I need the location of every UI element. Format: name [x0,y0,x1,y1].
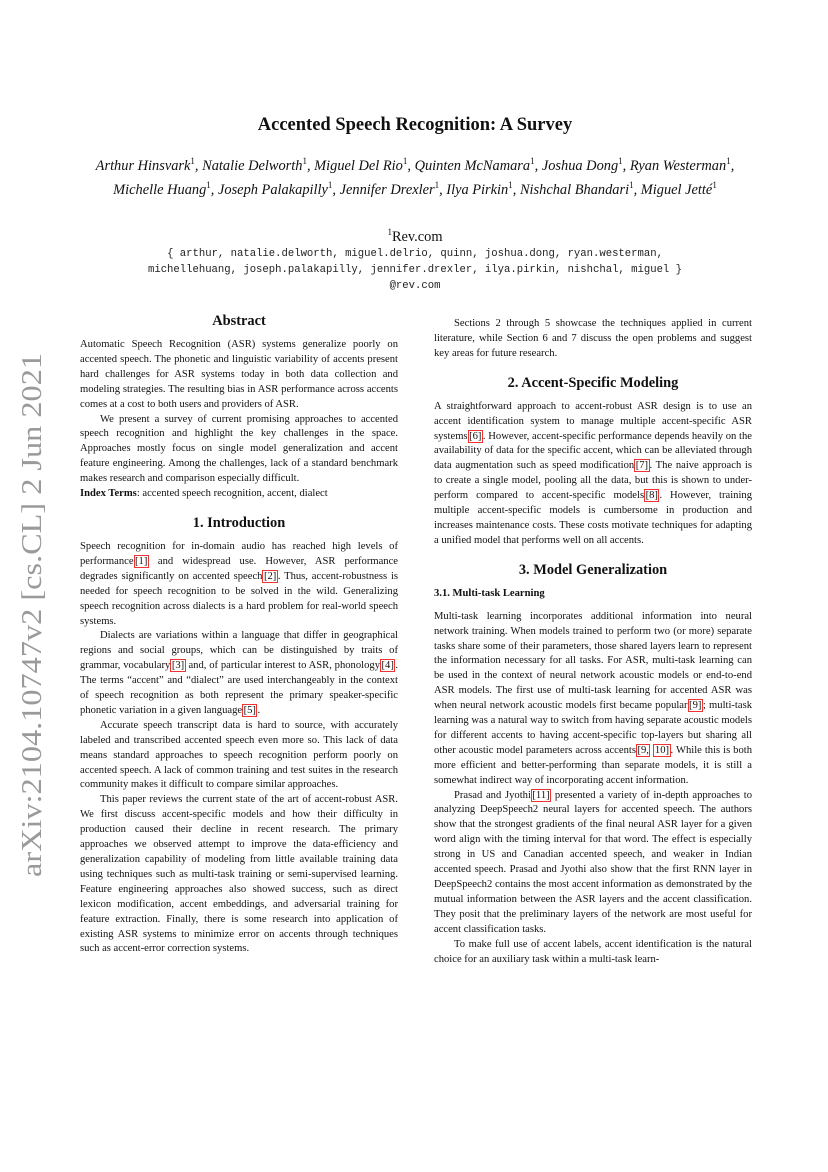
citation-link[interactable]: [9] [689,700,702,712]
citation-link[interactable]: [5] [243,704,256,716]
body-paragraph: Sections 2 through 5 showcase the techniques applied in current literature, while Section 6 and 7 discuss the open problems and suggest key areas for future research. [434,318,752,359]
author-affiliation-marker: 1 [327,180,333,191]
left-column [80,312,398,957]
email-line: { arthur, natalie.delworth, miguel.delrio, quinn, joshua.dong, ryan.westerman, [167,248,663,260]
author-affiliation-marker: 1 [402,156,408,166]
author-affiliation-marker: 1 [434,180,440,191]
author-name: Miguel Del Rio [314,157,403,174]
citation-link[interactable]: [2] [263,570,277,582]
arxiv-stamp-text: arXiv:2104.10747v2 [cs.CL] 2 Jun 2021 [16,406,48,877]
author-affiliation-marker: 1 [530,156,535,166]
body-paragraph: A straightforward approach to accent-robust ASR design is to use an accent identification system to manage multiple accent-specific ASR systems [6] . However, accent-specific performance depends heavily on the availability of data for the specific accent, which can be alleviated through data augmentation such as speed modification [7] . The naive approach is to create a single model, pooling all the data, but this is shown to under-perform compared to accent-specific models [8] . However, training multiple accent-specific models is cumbersome in production and increases maintenance costs. These costs motivate techniques for adapting a unified model that performs well on all accents. [434,400,753,546]
affiliation-name: Rev.com [391,228,443,245]
paper-title: Accented Speech Recognition: A Survey [257,115,573,135]
author-affiliation-marker: 1 [726,156,731,166]
right-column [434,317,752,967]
index-terms [80,487,398,502]
body-paragraph: Prasad and Jyothi [11] presented a variety of in-depth approaches to analyzing DeepSpeech2 neural layers for accented speech. The authors show that the strongest gradients of the final neural ASR layer for a given word align with the timing interval for that word. The effect is especially strong in US and Canadian accented speech, and weaker in Indian accented speech. Prasad and Jyothi also show that the first RNN layer in DeepSpeech2 contains the most accent information as demonstrated by the mutual information between the ASR layers and the accent classification. They posit that the preliminary layers of the network are most useful for accent classification tasks. [434,789,752,935]
citation-link[interactable]: [7] [635,460,649,472]
body-paragraph: Multi-task learning incorporates additional information into neural network training. When models trained to perform two (or more) separate tasks share some of their parameters, those shared layers learn to represent the information necessary for all tasks. For ASR, multi-task learning can be used in the context of neural network acoustic models or end-to-end ASR models. The first use of multi-task learning for accented ASR was when neural network acoustic models first became popular [9] ; multi-task learning was a natural way to switch from having separate acoustic models for different accents to having accent-specific top-layers but sharing all other acoustic model parameters across accents [9, 10] . While this is both more efficient and better-performing than separate models, it is still a somewhat indirect way of incorporating accent information. [434,610,752,786]
citation-link[interactable]: [4] [381,660,394,672]
author-name: Quinten McNamara [414,157,531,174]
section-heading-introduction: 1. Introduction [192,514,286,531]
author-emails [80,246,750,294]
section-heading-model-generalization: 3. Model Generalization [518,561,668,578]
email-line: @rev.com [389,280,441,292]
author-name: Ilya Pirkin [446,182,509,199]
subsection-heading: 3.1. Multi-task Learning [434,587,545,599]
affiliation [80,222,750,247]
citation-link[interactable]: [8] [645,490,658,502]
citation-link[interactable]: [9, [637,744,649,756]
body-paragraph: To make full use of accent labels, accent identification is the natural choice for an auxiliary task within a multi-task learn- [434,938,752,965]
author-affiliation-marker: 1 [206,180,211,191]
citation-link[interactable]: [6] [469,430,482,442]
abstract-paragraph: We present a survey of current promising approaches to accented speech recognition and highlight the key challenges in the space. Approaches mostly focus on single model generalization and accent feature engineering. Among the challenges, lack of a standard benchmark makes research and comparison especially difficult. [80,413,398,485]
author-affiliation-marker: 1 [302,156,307,166]
citation-link[interactable]: 10] [654,744,670,756]
email-line: michellehuang, joseph.palakapilly, jennifer.drexler, ilya.pirkin, nishchal, miguel } [147,264,682,276]
abstract-heading: Abstract [212,313,266,329]
author-name: Joshua Dong [541,157,619,174]
author-name: Arthur Hinsvark [95,157,191,174]
author-name: Natalie Delworth [202,157,303,174]
author-affiliation-marker: 1 [190,156,195,166]
body-paragraph: Speech recognition for in-domain audio has reached high levels of performance [1] and widespread use. However, ASR performance degrades significantly on accented speech [2] . Thus, accent-robustness is needed for speech recognition to be solved in the wild. Generalizing speech recognition across dialects is a hard problem for real-world speech systems. [80,540,399,627]
author-affiliation-marker: 1 [629,180,634,191]
body-paragraph: Dialects are variations within a language that differ in geographical regions and social groups, which can be distinguished by traits of grammar, vocabulary [3] and, of particular interest to ASR, phonology [4] . The terms “accent” and “dialect” are used interchangeably in the context of speech recognition as both represent the primary speaker-specific phonetic variation in a given language [5] . [80,630,399,716]
body-paragraph: This paper reviews the current state of the art of accent-robust ASR. We first discuss accent-specific models and how their difficulty in production caused their decline in recent research. The primary approaches we observed attempt to improve the data-efficiency and generalization capability of modeling from little available training data using techniques such as multi-task training or semi-supervised learning. Feature engineering approaches also showed success, such as direct lexicon modification, accent embeddings, and adversarial training for feature extraction. Finally, there is some research into application of existing ASR systems to minimize error on accents through techniques such as accent-error correction systems. [80,794,398,955]
author-affiliation-marker: 1 [712,180,717,191]
citation-link[interactable]: [3] [171,660,185,672]
abstract-paragraph: Automatic Speech Recognition (ASR) systems generalize poorly on accented speech. The phonetic and linguistic variability of accents present hard challenges for ASR systems today in both data collection and modeling strategies. The resulting bias in ASR performance across accents comes at a cost to both users and providers of ASR. [80,339,398,410]
author-name: Nishchal Bhandari [519,182,630,199]
arxiv-stamp [14,350,48,880]
author-list: Arthur Hinsvark$^1$, Natalie Delworth$^1$, Miguel Del Rio$^1$, Quinten McNamara$^1$, Joshua Dong$^1$, Ryan Westerman$^1$, Michelle Huang$^1$, Joseph Palakapilly$^1$, Jennifer Drexler$^1$, Ilya Pirkin$^1$, Nishchal Bhandari$^1$, Miguel Jetté$^1$ [95,156,735,199]
affiliation-marker: 1 [387,227,392,237]
section-heading-accent-specific: 2. Accent-Specific Modeling [507,374,679,391]
author-name: Joseph Palakapilly [218,182,328,199]
author-name: Michelle Huang [113,182,207,199]
index-terms-text: : accented speech recognition, accent, dialect [136,488,328,500]
author-name: Miguel Jetté [640,182,713,199]
citation-link[interactable]: [1] [135,555,148,567]
index-terms-label: Index Terms [80,488,137,500]
author-name: Jennifer Drexler [339,182,435,199]
author-name: Ryan Westerman [629,157,727,174]
author-affiliation-marker: 1 [618,156,623,166]
body-paragraph: Accurate speech transcript data is hard to source, with accurately labeled and transcribed accented speech even more so. This lack of data means standard approaches to speech recognition perform poorly on accented speech. A lack of common training and test suites in the research community makes it difficult to compare similar approaches. [80,719,398,791]
citation-link[interactable]: [11] [532,789,550,801]
author-affiliation-marker: 1 [508,180,513,191]
